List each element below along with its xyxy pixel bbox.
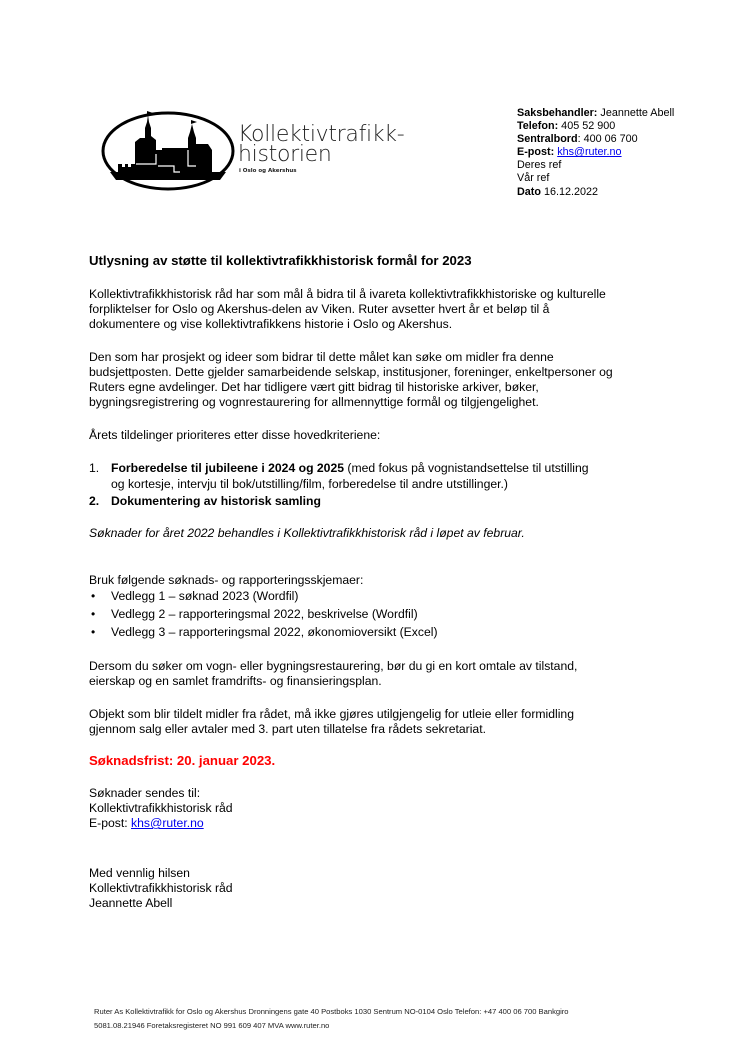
bullet-icon: • xyxy=(91,607,96,621)
greeting: Med vennlig hilsen xyxy=(89,866,190,880)
header-info xyxy=(517,107,674,199)
processing-note: Søknader for året 2022 behandles i Kollektivtrafikkhistorisk råd i løpet av februar. xyxy=(89,526,525,540)
bullet-icon: • xyxy=(91,625,96,639)
logo-title-line1: Kollektivtrafikk- xyxy=(238,122,405,147)
paragraph-eligibility: Den som har prosjekt og ideer som bidrar til dette målet kan søke om midler fra denne budsjettposten. Dette gjelder samarbeidende selskap, institusjoner, foreninger, enkeltpersoner og Ruters egne avdelinger. Det har tidligere vært gitt bidrag til historiske arkiver, bøker, bygningsregistrering og vognrestaurering for allmennyttige formål og tilgjengelighet. xyxy=(89,350,613,409)
criteria-item-continuation: og kortesje, intervju til bok/utstilling/film, forberedelse til andre utstillinger.) xyxy=(111,477,508,491)
criteria-number: 2. xyxy=(89,494,100,508)
your-ref: Deres ref xyxy=(517,159,562,172)
signature-name: Jeannette Abell xyxy=(89,896,173,910)
application-deadline: Søknadsfrist: 20. januar 2023. xyxy=(89,753,276,768)
paragraph-intro: Kollektivtrafikkhistorisk råd har som mål å bidra til å ivareta kollektivtrafikkhistoriske og kulturelle forpliktelser for Oslo og Akershus-delen av Viken. Ruter avsetter hvert år et beløp til å dokumentere og vise kollektivtrafikkens historie i Oslo og Akershus. xyxy=(89,287,606,331)
paragraph-restoration: Dersom du søker om vogn- eller bygningsrestaurering, bør du gi en kort omtale av tilstand, eierskap og en samlet framdrifts- og finansieringsplan. xyxy=(89,659,578,688)
our-ref: Vår ref xyxy=(517,172,550,185)
send-to-email-link[interactable]: khs@ruter.no xyxy=(131,816,204,830)
logo-title-line2: historien xyxy=(238,142,332,167)
criteria-intro: Årets tildelinger prioriteres etter disse hovedkriteriene: xyxy=(89,428,381,442)
castle-emblem-icon xyxy=(100,110,236,192)
criteria-item: Dokumentering av historisk samling xyxy=(111,494,321,508)
phone: Telefon: 405 52 900 xyxy=(517,120,616,133)
case-handler: Saksbehandler: Jeannette Abell xyxy=(517,107,675,119)
footer: Ruter As Kollektivtrafikk for Oslo og Akershus Dronningens gate 40 Postboks 1030 Sentrum NO-0104 Oslo Telefon: +47 400 06 700 Bankgiro 5081.08.21946 Foretaksregisteret NO 991 609 407 MVA www.ruter.no xyxy=(94,1007,569,1030)
criteria-item: Forberedelse til jubileene i 2024 og 2025 (med fokus på vognistandsettelse til utstilling xyxy=(111,461,589,475)
document-title: Utlysning av støtte til kollektivtrafikkhistorisk formål for 2023 xyxy=(89,253,472,268)
send-to-block: Søknader sendes til: Kollektivtrafikkhistorisk råd E-post: khs@ruter.no xyxy=(89,786,233,830)
paragraph-conditions: Objekt som blir tildelt midler fra rådet, må ikke gjøres utilgjengelig for utleie eller formidling gjennom salg eller avtaler med 3. part uten tillatelse fra rådets sekretariat. xyxy=(89,707,574,736)
form-item: Vedlegg 1 – søknad 2023 (Wordfil) xyxy=(111,589,299,603)
bullet-icon: • xyxy=(91,589,96,603)
form-item: Vedlegg 3 – rapporteringsmal 2022, økonomioversikt (Excel) xyxy=(111,625,438,639)
forms-intro: Bruk følgende søknads- og rapporteringsskjemaer: xyxy=(89,573,364,587)
date: Dato 16.12.2022 xyxy=(517,185,599,198)
switchboard: Sentralbord: 400 06 700 xyxy=(517,133,638,146)
closing-org: Kollektivtrafikkhistorisk råd xyxy=(89,881,233,895)
closing-block xyxy=(89,866,689,911)
logo xyxy=(100,110,420,190)
criteria-number: 1. xyxy=(89,461,100,475)
email: E-post: khs@ruter.no xyxy=(517,146,622,159)
form-item: Vedlegg 2 – rapporteringsmal 2022, beskrivelse (Wordfil) xyxy=(111,607,418,621)
email-link[interactable]: khs@ruter.no xyxy=(557,146,622,159)
logo-subtitle: i Oslo og Akershus xyxy=(239,168,297,174)
